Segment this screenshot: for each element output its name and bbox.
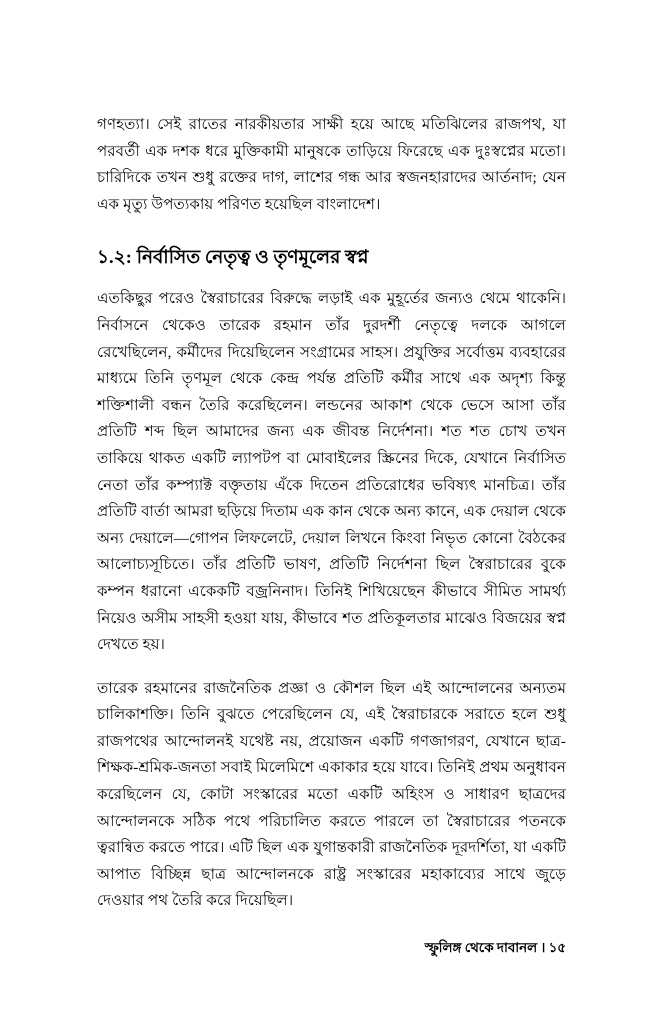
section-heading: ১.২: নির্বাসিত নেতৃত্ব ও তৃণমূলের স্বপ্ন [97,247,369,268]
body-paragraph-2: এতকিছুর পরেও স্বৈরাচারের বিরুদ্ধে লড়াই এক মুহূর্তের জন্যও থেমে থাকেনি। নির্বাসনে থেকেও তারেক রহমান তাঁর দুরদর্শী নেতৃত্বে দলকে আগলে রেখেছিলেন, কর্মীদের দিয়েছিলেন সংগ্রামের সাহস। প্রযুক্তির সর্বোত্তম ব্যবহারের মাধ্যমে তিনি তৃণমূল থেকে কেন্দ্র পর্যন্ত প্রতিটি কর্মীর সাথে এক অদৃশ্য কিন্তু শক্তিশালী বন্ধন তৈরি করেছিলেন। লন্ডনের আকাশ থেকে ভেসে আসা তাঁর প্রতিটি শব্দ ছিল আমাদের জন্য এক জীবন্ত নির্দেশনা। শত শত চোখ তখন তাকিয়ে থাকত একটি ল্যাপটপ বা মোবাইলের স্ক্রিনের দিকে, যেখানে নির্বাসিত নেতা তাঁর কম্প্যাক্ট বক্তৃতায় এঁকে দিতেন প্রতিরোধের ভবিষ্যৎ মানচিত্র। তাঁর প্রতিটি বার্তা আমরা ছড়িয়ে দিতাম এক কান থেকে অন্য কানে, এক দেয়াল থেকে অন্য দেয়ালে—গোপন লিফলেটে, দেয়াল লিখনে কিংবা নিভৃত কোনো বৈঠকের আলোচ্যসূচিতে। তাঁর প্রতিটি ভাষণ, প্রতিটি নির্দেশনা ছিল স্বৈরাচারের বুকে কম্পন ধরানো একেকটি বজ্রনিনাদ। তিনিই শিখিয়েছেন কীভাবে সীমিত সামর্থ্য নিয়েও অসীম সাহসী হওয়া যায়, কীভাবে শত প্রতিকূলতার মাঝেও বিজয়ের স্বপ্ন দেখতে হয়। [97,290,566,654]
page-footer: স্ফুলিঙ্গ থেকে দাবানল । ১৫ [424,940,566,955]
body-paragraph-3: তারেক রহমানের রাজনৈতিক প্রজ্ঞা ও কৌশল ছিল এই আন্দোলনের অন্যতম চালিকাশক্তি। তিনি বুঝতে পেরেছিলেন যে, এই স্বৈরাচারকে সরাতে হলে শুধু রাজপথের আন্দোলনই যথেষ্ট নয়, প্রয়োজন একটি গণজাগরণ, যেখানে ছাত্র-শিক্ষক-শ্রমিক-জনতা সবাই মিলেমিশে একাকার হয়ে যাবে। তিনিই প্রথম অনুধাবন করেছিলেন যে, কোটা সংস্কারের মতো একটি অহিংস ও সাধারণ ছাত্রদের আন্দোলনকে সঠিক পথে পরিচালিত করতে পারলে তা স্বৈরাচারের পতনকে ত্বরান্বিত করতে পারে। এটি ছিল এক যুগান্তকারী রাজনৈতিক দূরদর্শিতা, যা একটি আপাত বিচ্ছিন্ন ছাত্র আন্দোলনকে রাষ্ট্র সংস্কারের মহাকাব্যের সাথে জুড়ে দেওয়ার পথ তৈরি করে দিয়েছিল। [97,679,566,910]
page-content-column [97,112,566,915]
body-paragraph-1: গণহত্যা। সেই রাতের নারকীয়তার সাক্ষী হয়ে আছে মতিঝিলের রাজপথ, যা পরবর্তী এক দশক ধরে মুক্তিকামী মানুষকে তাড়িয়ে ফিরেছে এক দুঃস্বপ্নের মতো। চারিদিকে তখন শুধু রক্তের দাগ, লাশের গন্ধ আর স্বজনহারাদের আর্তনাদ; যেন এক মৃত্যু উপত্যকায় পরিণত হয়েছিল বাংলাদেশ। [97,116,566,213]
